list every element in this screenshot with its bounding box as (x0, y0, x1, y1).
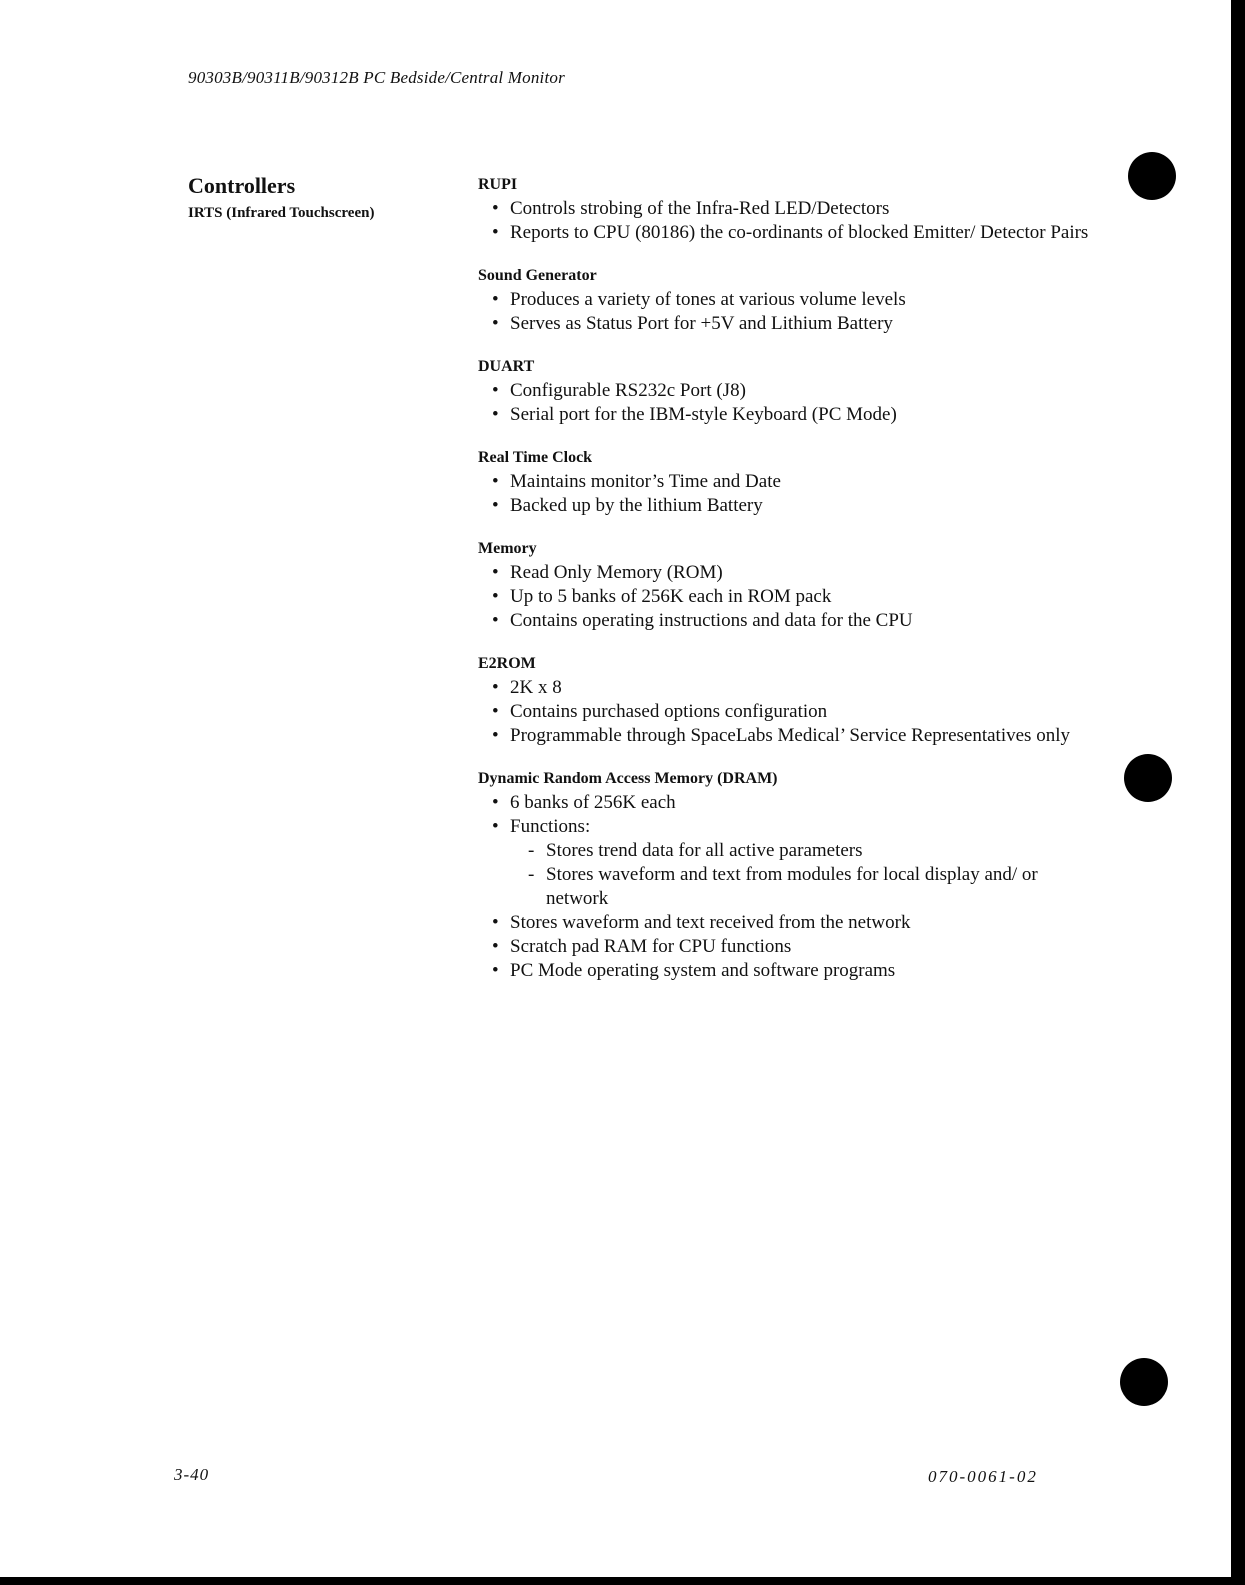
scan-edge-right (1231, 0, 1245, 1585)
duart-list (478, 379, 1098, 427)
dram-section (478, 770, 1098, 983)
list-item: • Up to 5 banks of 256K each in ROM pack (492, 585, 1098, 609)
list-item: • Controls strobing of the Infra-Red LED/Detectors (492, 197, 1098, 221)
list-item: • Contains purchased options configuration (492, 700, 1098, 724)
duart-section (478, 358, 1098, 427)
list-item: • Scratch pad RAM for CPU functions (492, 935, 1098, 959)
functions-label: Functions: (510, 816, 591, 837)
left-column (188, 173, 374, 222)
section-title: Controllers (188, 173, 296, 198)
content-column (478, 176, 1098, 1005)
real-time-clock-heading: Real Time Clock (478, 449, 593, 466)
list-item: • Configurable RS232c Port (J8) (492, 379, 1098, 403)
sub-list-item: - Stores waveform and text from modules for local display and/ or network (528, 863, 1098, 911)
list-item (492, 815, 1098, 911)
list-item: • 6 banks of 256K each (492, 791, 1098, 815)
list-item: • Backed up by the lithium Battery (492, 494, 1098, 518)
e2rom-section (478, 655, 1098, 748)
sub-list-item: - Stores trend data for all active parameters (528, 839, 1098, 863)
sound-generator-section (478, 267, 1098, 336)
sound-generator-list (478, 288, 1098, 336)
sound-generator-heading: Sound Generator (478, 267, 597, 284)
list-item: • Programmable through SpaceLabs Medical’ Service Representatives only (492, 724, 1098, 748)
real-time-clock-list (478, 470, 1098, 518)
punch-hole-middle (1124, 754, 1172, 802)
list-item: • Contains operating instructions and data for the CPU (492, 609, 1098, 633)
memory-list (478, 561, 1098, 633)
rupi-list (478, 197, 1098, 245)
e2rom-list (478, 676, 1098, 748)
list-item: • Maintains monitor’s Time and Date (492, 470, 1098, 494)
list-item: • Reports to CPU (80186) the co-ordinants of blocked Emitter/ Detector Pairs (492, 221, 1098, 245)
dram-heading: Dynamic Random Access Memory (DRAM) (478, 770, 778, 787)
running-header: 90303B/90311B/90312B PC Bedside/Central Monitor (188, 68, 565, 87)
list-item: • Read Only Memory (ROM) (492, 561, 1098, 585)
dram-list (478, 791, 1098, 983)
memory-section (478, 540, 1098, 633)
list-item: • Serial port for the IBM-style Keyboard (PC Mode) (492, 403, 1098, 427)
list-item: • 2K x 8 (492, 676, 1098, 700)
rupi-heading: RUPI (478, 176, 518, 193)
list-item: • PC Mode operating system and software programs (492, 959, 1098, 983)
memory-heading: Memory (478, 540, 537, 557)
punch-hole-bottom (1120, 1358, 1168, 1406)
document-number: 070-0061-02 (928, 1467, 1038, 1486)
rupi-section (478, 176, 1098, 245)
functions-sublist (510, 839, 1098, 911)
list-item: • Stores waveform and text received from the network (492, 911, 1098, 935)
duart-heading: DUART (478, 358, 535, 375)
list-item: • Produces a variety of tones at various volume levels (492, 288, 1098, 312)
scan-edge-bottom (0, 1577, 1245, 1585)
punch-hole-top (1128, 152, 1176, 200)
section-subtitle: IRTS (Infrared Touchscreen) (188, 205, 375, 221)
real-time-clock-section (478, 449, 1098, 518)
e2rom-heading: E2ROM (478, 655, 536, 672)
list-item: • Serves as Status Port for +5V and Lithium Battery (492, 312, 1098, 336)
page-number: 3-40 (174, 1465, 210, 1484)
